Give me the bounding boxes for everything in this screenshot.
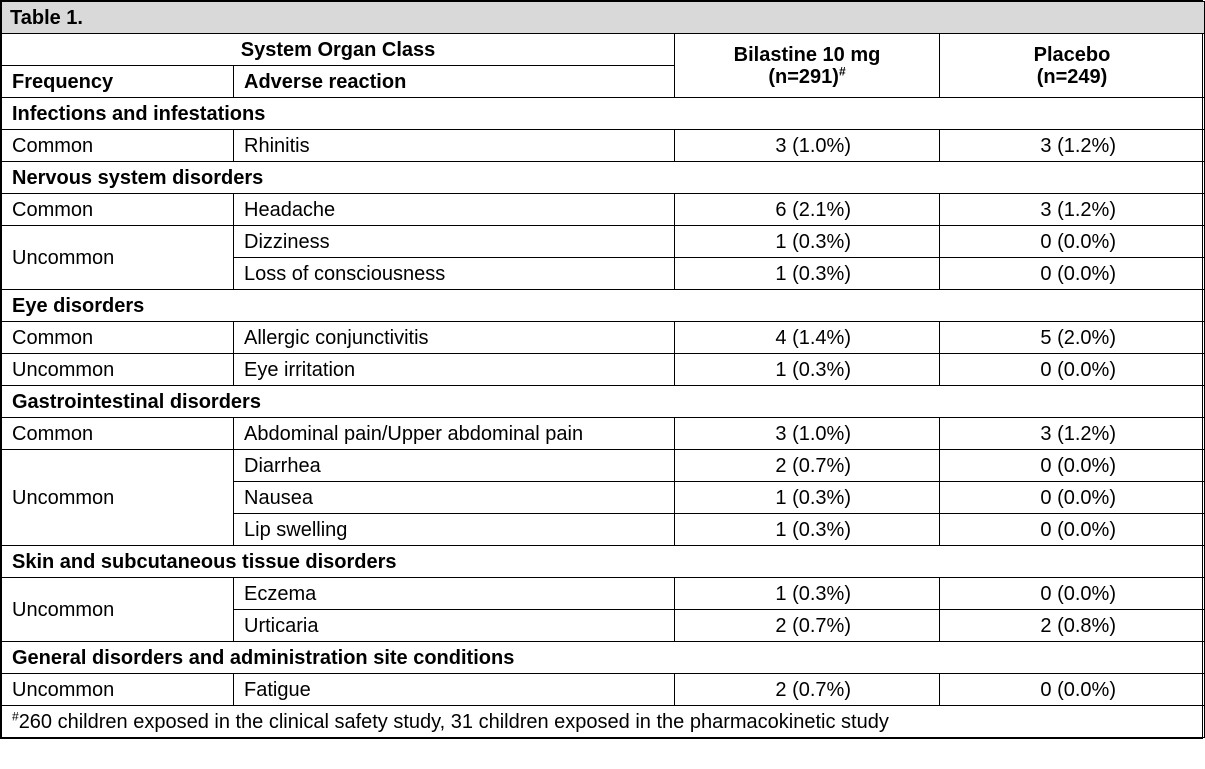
reaction-cell: Fatigue <box>234 674 675 706</box>
footnote-mark: # <box>12 708 19 723</box>
section-row <box>2 290 1205 322</box>
section-title: Infections and infestations <box>2 98 1205 130</box>
table-row <box>2 578 1205 610</box>
table-row <box>2 322 1205 354</box>
placebo-cell: 0 (0.0%) <box>940 354 1205 386</box>
table-row <box>2 226 1205 258</box>
bilastine-cell: 3 (1.0%) <box>675 130 940 162</box>
section-title: Skin and subcutaneous tissue disorders <box>2 546 1205 578</box>
section-title: General disorders and administration site conditions <box>2 642 1205 674</box>
placebo-cell: 0 (0.0%) <box>940 674 1205 706</box>
frequency-cell: Uncommon <box>2 578 234 642</box>
table-row <box>2 674 1205 706</box>
bilastine-cell: 3 (1.0%) <box>675 418 940 450</box>
section-title: Eye disorders <box>2 290 1205 322</box>
header-adverse-reaction: Adverse reaction <box>234 66 675 98</box>
header-bilastine-n: (n=291) <box>768 65 839 88</box>
frequency-cell: Common <box>2 130 234 162</box>
section-title: Nervous system disorders <box>2 162 1205 194</box>
table-row <box>2 130 1205 162</box>
reaction-cell: Rhinitis <box>234 130 675 162</box>
footnote <box>2 706 1205 738</box>
header-bilastine <box>675 34 940 98</box>
bilastine-cell: 1 (0.3%) <box>675 226 940 258</box>
reaction-cell: Eye irritation <box>234 354 675 386</box>
table-caption-row <box>2 2 1205 34</box>
frequency-cell: Uncommon <box>2 226 234 290</box>
section-row <box>2 546 1205 578</box>
frequency-cell: Common <box>2 418 234 450</box>
footnote-mark: # <box>838 63 846 78</box>
footnote-text: 260 children exposed in the clinical safety study, 31 children exposed in the pharmacokinetic study <box>18 710 889 733</box>
reaction-cell: Diarrhea <box>234 450 675 482</box>
header-frequency: Frequency <box>2 66 234 98</box>
table-row <box>2 418 1205 450</box>
bilastine-cell: 2 (0.7%) <box>675 610 940 642</box>
reaction-cell: Allergic conjunctivitis <box>234 322 675 354</box>
header-row-1 <box>2 34 1205 66</box>
adverse-reactions-table <box>1 1 1205 738</box>
table-row <box>2 194 1205 226</box>
reaction-cell: Loss of consciousness <box>234 258 675 290</box>
bilastine-cell: 2 (0.7%) <box>675 674 940 706</box>
table-row <box>2 354 1205 386</box>
reaction-cell: Headache <box>234 194 675 226</box>
placebo-cell: 0 (0.0%) <box>940 482 1205 514</box>
table-row <box>2 450 1205 482</box>
header-bilastine-dose: Bilastine 10 mg <box>733 43 881 66</box>
bilastine-cell: 1 (0.3%) <box>675 514 940 546</box>
frequency-cell: Common <box>2 194 234 226</box>
bilastine-cell: 4 (1.4%) <box>675 322 940 354</box>
frequency-cell: Common <box>2 322 234 354</box>
section-row <box>2 162 1205 194</box>
section-row <box>2 642 1205 674</box>
bilastine-cell: 1 (0.3%) <box>675 482 940 514</box>
placebo-cell: 0 (0.0%) <box>940 226 1205 258</box>
frequency-cell: Uncommon <box>2 450 234 546</box>
reaction-cell: Lip swelling <box>234 514 675 546</box>
section-title: Gastrointestinal disorders <box>2 386 1205 418</box>
reaction-cell: Dizziness <box>234 226 675 258</box>
reaction-cell: Eczema <box>234 578 675 610</box>
frequency-cell: Uncommon <box>2 674 234 706</box>
table-caption: Table 1. <box>2 2 1205 34</box>
placebo-cell: 3 (1.2%) <box>940 130 1205 162</box>
bilastine-cell: 1 (0.3%) <box>675 258 940 290</box>
bilastine-cell: 2 (0.7%) <box>675 450 940 482</box>
reaction-cell: Urticaria <box>234 610 675 642</box>
placebo-cell: 0 (0.0%) <box>940 514 1205 546</box>
bilastine-cell: 1 (0.3%) <box>675 354 940 386</box>
frequency-cell: Uncommon <box>2 354 234 386</box>
placebo-cell: 5 (2.0%) <box>940 322 1205 354</box>
placebo-cell: 0 (0.0%) <box>940 450 1205 482</box>
reaction-cell: Nausea <box>234 482 675 514</box>
placebo-cell: 0 (0.0%) <box>940 258 1205 290</box>
footnote-row <box>2 706 1205 738</box>
header-placebo-n: (n=249) <box>1036 65 1108 88</box>
header-placebo-label: Placebo <box>1033 43 1111 66</box>
section-row <box>2 98 1205 130</box>
section-row <box>2 386 1205 418</box>
header-placebo <box>940 34 1205 98</box>
placebo-cell: 3 (1.2%) <box>940 194 1205 226</box>
placebo-cell: 3 (1.2%) <box>940 418 1205 450</box>
placebo-cell: 0 (0.0%) <box>940 578 1205 610</box>
header-system-organ-class: System Organ Class <box>2 34 675 66</box>
bilastine-cell: 6 (2.1%) <box>675 194 940 226</box>
reaction-cell: Abdominal pain/Upper abdominal pain <box>234 418 675 450</box>
bilastine-cell: 1 (0.3%) <box>675 578 940 610</box>
placebo-cell: 2 (0.8%) <box>940 610 1205 642</box>
